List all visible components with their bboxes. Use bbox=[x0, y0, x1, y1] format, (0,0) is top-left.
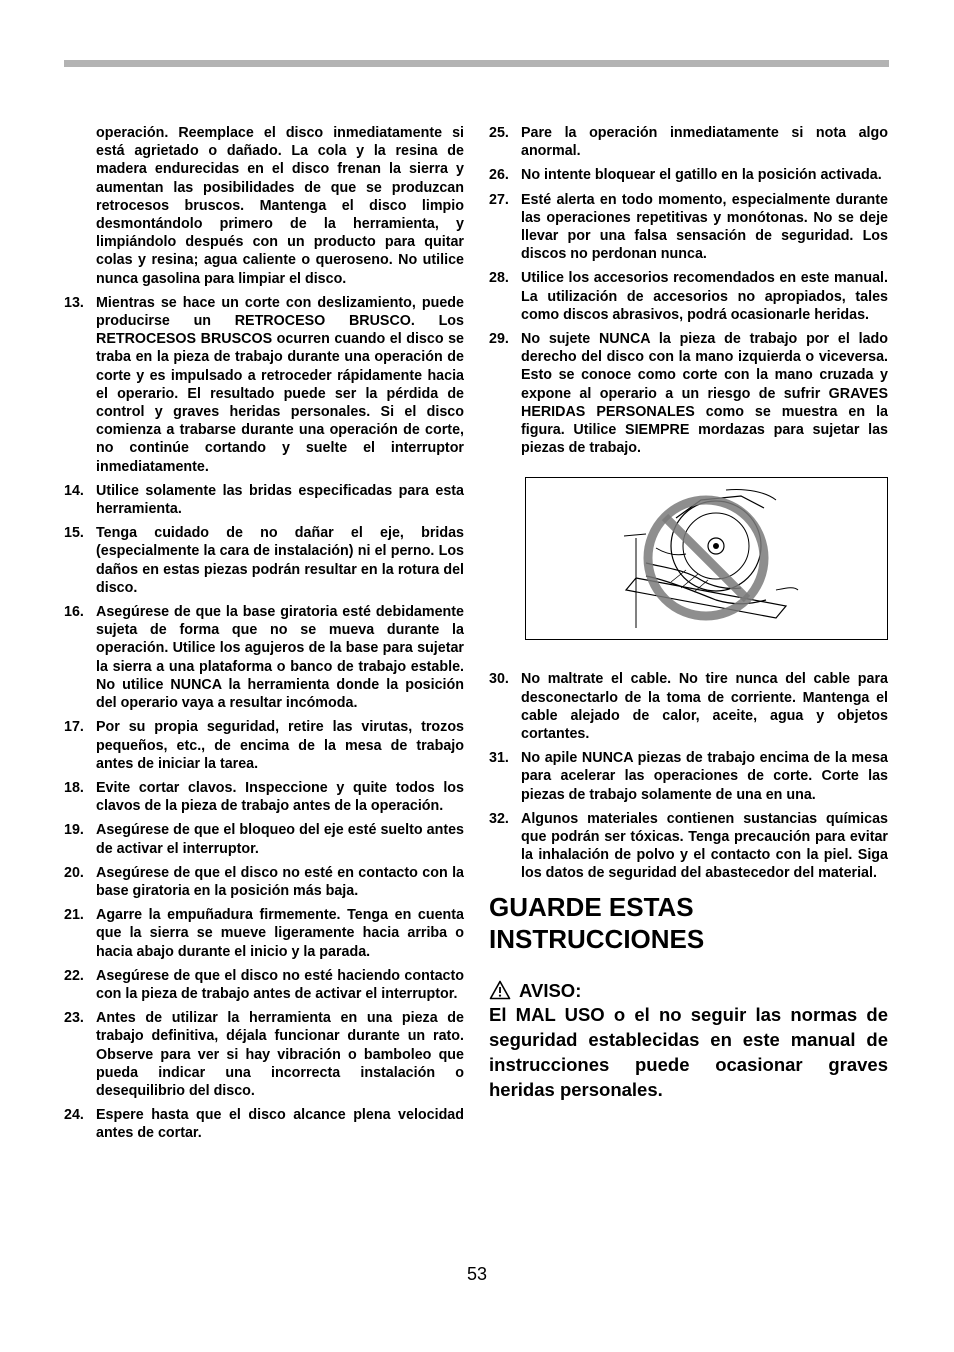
heading-line-1: GUARDE ESTAS bbox=[489, 891, 694, 922]
item-number: 27. bbox=[489, 191, 509, 208]
item-12-continuation: operación. Reemplace el disco inmediatamente si está agrietado o dañado. La cola y la resina de madera endurecidas en el disco frenan la sierra y aumentan las posibilidades de que se produzcan retrocesos bruscos. Mantenga el disco limpio desmontándolo primero de la herramienta, y limpiándolo después con un producto para quitar colas y resina; agua caliente o queroseno. No utilice nunca gasolina para limpiar el disco. bbox=[96, 125, 464, 287]
item-text: Asegúrese de que la base giratoria esté debidamente sujeta de forma que no se mueva durante la operación. Utilice los agujeros de la base para sujetar la sierra a una plataforma o banco de trabajo estable. No utilice NUNCA la herramienta donde la posición del operario vaya a resultar incómoda. bbox=[96, 604, 464, 712]
warning-title bbox=[489, 979, 888, 1002]
item-text: Evite cortar clavos. Inspeccione y quite todos los clavos de la pieza de trabajo antes de la operación. bbox=[96, 779, 464, 815]
item-text: Pare la operación inmediatamente si nota algo anormal. bbox=[521, 125, 888, 160]
list-item bbox=[64, 906, 464, 961]
item-text: Mientras se hace un corte con deslizamiento, puede producirse un RETROCESO BRUSCO. Los RETROCESOS BRUSCOS ocurren cuando el disco se traba en la pieza de trabajo durante una operación de corte y es impulsado a retroceder rápidamente hacia el operario. El resultado puede ser la pérdida de control y graves heridas personales. Si el disco comienza a trabarse durante una operación de corte, no continúe cortando y suelte el interruptor inmediatamente. bbox=[96, 294, 464, 475]
item-text: No maltrate el cable. No tire nunca del cable para desconectarlo de la toma de corriente. Mantenga el cable alejado de calor, aceite, agua y objetos cortantes. bbox=[521, 671, 888, 743]
list-item bbox=[64, 779, 464, 815]
item-number: 30. bbox=[489, 671, 509, 688]
list-item bbox=[64, 718, 464, 773]
item-text: Esté alerta en todo momento, especialmente durante las operaciones repetitivas y monótonas. No se deje llevar por una falsa sensación de seguridad. Los discos no perdonan nunca. bbox=[521, 191, 888, 263]
item-number: 28. bbox=[489, 270, 509, 287]
page-number: 53 bbox=[466, 1264, 488, 1284]
item-number: 23. bbox=[64, 1010, 84, 1027]
item-number: 19. bbox=[64, 822, 84, 839]
item-number: 15. bbox=[64, 525, 84, 542]
item-number: 14. bbox=[64, 482, 84, 499]
item-text: Espere hasta que el disco alcance plena velocidad antes de cortar. bbox=[96, 1107, 464, 1142]
item-text: Algunos materiales contienen sustancias químicas que podrán ser tóxicas. Tenga precaución para evitar la inhalación de polvo y el contacto con la piel. Siga los datos de seguridad del abastecedor del material. bbox=[521, 810, 888, 882]
list-item bbox=[489, 269, 888, 324]
item-number: 29. bbox=[489, 331, 509, 348]
list-item bbox=[64, 864, 464, 900]
prohibited-cross-hand-saw-illustration bbox=[526, 478, 886, 638]
item-text: Por su propia seguridad, retire las virutas, trozos pequeños, etc., de encima de la mesa de trabajo antes de iniciar la tarea. bbox=[96, 719, 464, 772]
list-item bbox=[489, 330, 888, 457]
item-number: 22. bbox=[64, 967, 84, 984]
item-text: No apile NUNCA piezas de trabajo encima de la mesa para acelerar las operaciones de corte. Corte las piezas de trabajo solamente de una en una. bbox=[521, 750, 888, 803]
right-item-list-top bbox=[489, 124, 888, 457]
item-number: 26. bbox=[489, 167, 509, 184]
hand-crossing-prohibited-figure bbox=[525, 477, 888, 640]
item-number: 18. bbox=[64, 779, 84, 796]
item-number: 16. bbox=[64, 604, 84, 621]
list-item bbox=[64, 524, 464, 597]
right-column bbox=[489, 124, 888, 1102]
list-item bbox=[489, 749, 888, 804]
item-number: 32. bbox=[489, 810, 509, 827]
list-item bbox=[64, 482, 464, 518]
item-text: Utilice solamente las bridas especificadas para esta herramienta. bbox=[96, 482, 464, 518]
header-rule bbox=[64, 60, 889, 67]
list-item bbox=[489, 670, 888, 743]
save-instructions-heading bbox=[489, 891, 888, 955]
list-item bbox=[489, 810, 888, 883]
list-item bbox=[489, 166, 888, 184]
left-item-list bbox=[64, 294, 464, 1143]
item-text: Asegúrese de que el disco no esté haciendo contacto con la pieza de trabajo antes de activar el interruptor. bbox=[96, 967, 464, 1002]
item-text: Asegúrese de que el bloqueo del eje esté suelto antes de activar el interruptor. bbox=[96, 822, 464, 857]
list-item bbox=[489, 124, 888, 160]
item-number: 31. bbox=[489, 750, 509, 767]
item-text: No sujete NUNCA la pieza de trabajo por el lado derecho del disco con la mano izquierda o viceversa. Esto se conoce como corte con la mano cruzada y expone al operario a un riesgo de sufrir GRAVES HERIDAS PERSONALES como se muestra en la figura. Utilice SIEMPRE mordazas para sujetar las piezas de trabajo. bbox=[521, 331, 888, 457]
item-number: 20. bbox=[64, 864, 84, 881]
list-item bbox=[64, 1106, 464, 1142]
list-item bbox=[64, 967, 464, 1003]
item-text: Antes de utilizar la herramienta en una pieza de trabajo definitiva, déjala funcionar durante un rato. Observe para ver si hay vibración o bamboleo que pueda indicar una incorrecta instalación o desequilibrio del disco. bbox=[96, 1010, 464, 1099]
item-text: Utilice los accesorios recomendados en este manual. La utilización de accesorios no apropiados, tales como discos abrasivos, podrá ocasionarle heridas. bbox=[521, 270, 888, 323]
item-number: 24. bbox=[64, 1107, 84, 1124]
item-number: 25. bbox=[489, 125, 509, 141]
left-column bbox=[64, 124, 464, 1149]
warning-label: AVISO: bbox=[519, 979, 582, 1001]
item-text: Tenga cuidado de no dañar el eje, bridas (especialmente la cara de instalación) ni el perno. Los daños en estas piezas podrán resultar en la rotura del disco. bbox=[96, 525, 464, 596]
warning-text: El MAL USO o el no seguir las normas de seguridad establecidas en este manual de instrucciones puede ocasionar graves heridas personales. bbox=[489, 1003, 888, 1100]
item-number: 13. bbox=[64, 294, 84, 311]
list-item bbox=[64, 1009, 464, 1100]
item-text: Asegúrese de que el disco no esté en contacto con la base giratoria en la posición más baja. bbox=[96, 864, 464, 899]
warning-triangle-icon bbox=[489, 980, 519, 1000]
list-item bbox=[64, 821, 464, 857]
list-item bbox=[64, 603, 464, 712]
item-text: Agarre la empuñadura firmemente. Tenga en cuenta que la sierra se mueve ligeramente hacia arriba o hacia abajo durante el inicio y la parada. bbox=[96, 907, 464, 960]
list-item bbox=[64, 294, 464, 476]
item-number: 17. bbox=[64, 719, 84, 736]
right-item-list-bottom bbox=[489, 670, 888, 882]
list-item bbox=[489, 191, 888, 264]
item-text: No intente bloquear el gatillo en la posición activada. bbox=[521, 167, 882, 184]
heading-line-2: INSTRUCCIONES bbox=[489, 923, 705, 954]
item-number: 21. bbox=[64, 907, 84, 924]
